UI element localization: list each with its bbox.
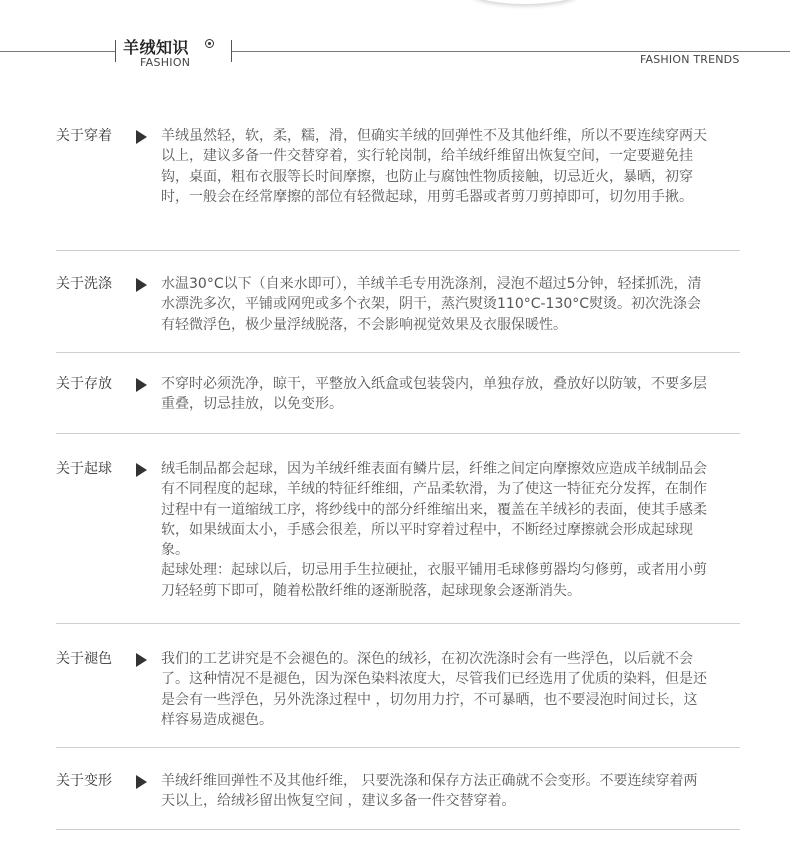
section-body [161, 649, 709, 730]
section-body [161, 274, 709, 335]
section-paragraph: 绒毛制品都会起球，因为羊绒纤维表面有鳞片层，纤维之间定向摩擦效应造成羊绒制品会有不同程度的起球，羊绒的特征纤维细，产品柔软滑，为了使这一特征充分发挥，在制作过程中有一道缩绒工序，将纱线中的部分纤维缩出来，覆盖在羊绒衫的表面，使其手感柔软，如果绒面太小，手感会很差，所以平时穿着过程中，不断经过摩擦就会形成起球现象。 [161, 461, 707, 559]
page-subtitle: FASHION [140, 56, 191, 69]
section-body [161, 459, 709, 601]
section-divider [56, 623, 740, 624]
section-body [161, 374, 709, 415]
play-arrow-icon [136, 378, 147, 392]
section-paragraph: 羊绒虽然轻，软，柔，糯，滑，但确实羊绒的回弹性不及其他纤维，所以不要连续穿两天以上，建议多备一件交替穿着，实行轮岗制，给羊绒纤维留出恢复空间，一定要避免挂钩，桌面，粗布衣服等长时间摩擦，也防止与腐蚀性物质接触，切忌近火，暴晒，初穿时，一般会在经常摩擦的部位有轻微起球，用剪毛器或者剪刀剪掉即可，切勿用手揪。 [161, 128, 707, 205]
page-title: 羊绒知识 [123, 38, 190, 57]
play-arrow-icon [136, 775, 147, 789]
section-divider [56, 352, 740, 353]
section-divider [56, 829, 740, 830]
section-paragraph: 我们的工艺讲究是不会褪色的。深色的绒衫，在初次洗涤时会有一些浮色，以后就不会了。这种情况不是褪色，因为深色染料浓度大，尽管我们已经选用了优质的染料，但是还是会有一些浮色，另外洗涤过程中 ，切勿用力拧，不可暴晒，也不要浸泡时间过长，这样容易造成褪色。 [161, 651, 707, 728]
section-paragraph: 不穿时必须洗净，晾干，平整放入纸盒或包装袋内，单独存放，叠放好以防皱，不要多层重叠，切忌挂放，以免变形。 [161, 376, 707, 413]
section-label: 关于褪色 [56, 651, 112, 667]
section-paragraph: 羊绒纤维回弹性不及其他纤维， 只要洗涤和保存方法正确就不会变形。不要连续穿着两天以上，给绒衫留出恢复空间 ，建议多备一件交替穿着。 [161, 773, 698, 810]
fashion-trends-label: FASHION TRENDS [640, 53, 740, 66]
header-bracket-left [115, 40, 116, 62]
top-decorative-arc [470, 0, 580, 4]
section-paragraph: 水温30°C以下（自来水即可），羊绒羊毛专用洗涤剂，浸泡不超过5分钟，轻揉抓洗，清水漂洗多次，平铺或网兜或多个衣架，阴干，蒸汽熨烫110°C-130°C熨烫。初次洗涤会有轻微浮色，极少量浮绒脱落，不会影响视觉效果及衣服保暖性。 [161, 276, 702, 333]
section-label: 关于变形 [56, 773, 112, 789]
section-divider [56, 433, 740, 434]
header-bracket-right [231, 40, 232, 62]
play-arrow-icon [136, 278, 147, 292]
section-divider [56, 747, 740, 748]
play-arrow-icon [136, 130, 147, 144]
section-label: 关于穿着 [56, 128, 112, 144]
section-label: 关于洗涤 [56, 276, 112, 292]
target-dot-icon [205, 39, 214, 48]
section-divider [56, 250, 740, 251]
play-arrow-icon [136, 463, 147, 477]
section-body [161, 126, 709, 207]
section-paragraph: 起球处理：起球以后，切忌用手生拉硬扯，衣服平铺用毛球修剪器均匀修剪，或者用小剪刀轻轻剪下即可，随着松散纤维的逐渐脱落，起球现象会逐渐消失。 [161, 562, 707, 599]
section-label: 关于存放 [56, 376, 112, 392]
play-arrow-icon [136, 653, 147, 667]
section-body [161, 771, 709, 812]
section-label: 关于起球 [56, 461, 112, 477]
